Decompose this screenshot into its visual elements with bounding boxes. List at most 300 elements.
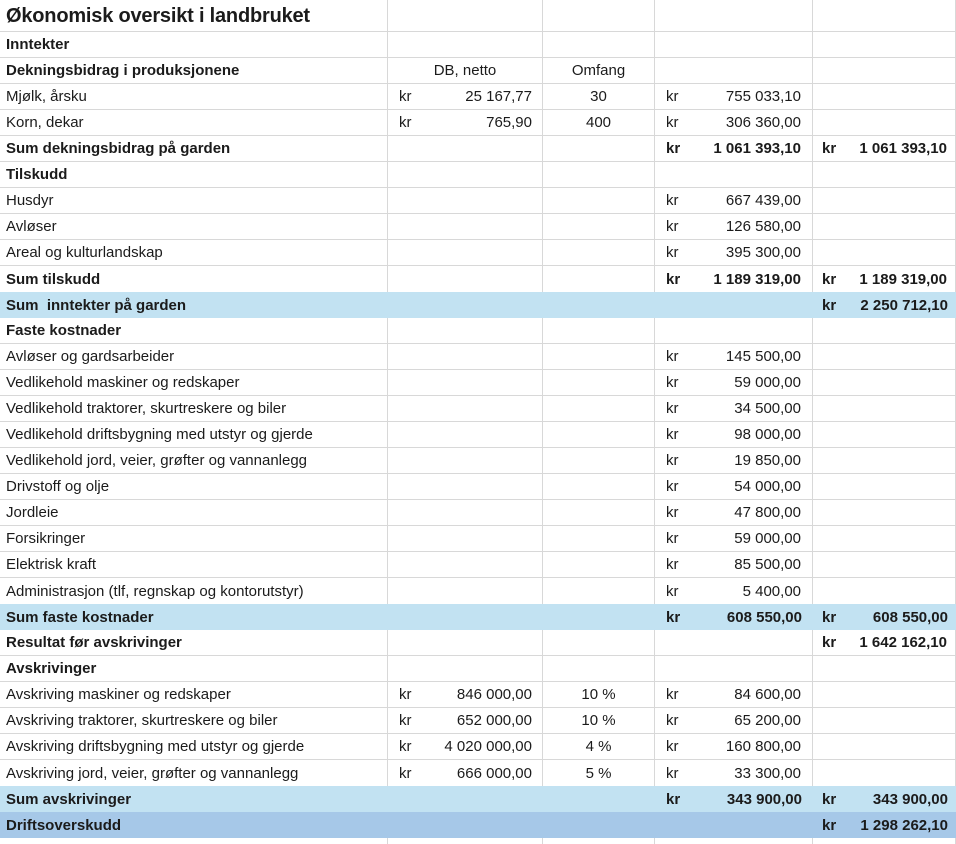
amount-cell[interactable] [655,422,813,447]
db-netto-value: 652 000,00 [456,712,532,729]
row-avskriving-jord-veier-grofter-og-vannanleg [0,760,956,786]
db-netto-cell[interactable] [388,604,543,630]
amount-value: 59 000,00 [734,374,801,391]
currency-prefix: kr [399,686,412,703]
currency-prefix: kr [666,88,679,105]
label-cell[interactable] [0,396,388,421]
currency-prefix: kr [822,140,837,157]
label-cell[interactable] [0,422,388,447]
amount-cell[interactable] [655,604,813,630]
total-cell[interactable] [813,318,956,343]
label-cell[interactable] [0,734,388,759]
omfang-value: 400 [585,114,612,131]
db-netto-cell[interactable] [388,344,543,369]
total-value: 1 189 319,00 [859,270,947,288]
row-vedlikehold-jord-veier-grofter-og-vannanle [0,448,956,474]
label-cell[interactable] [0,838,388,844]
db-netto-cell[interactable] [388,786,543,812]
currency-prefix: kr [822,270,837,288]
amount-cell[interactable] [655,240,813,265]
amount-value: 34 500,00 [734,400,801,417]
db-netto-cell[interactable] [388,448,543,473]
db-netto-cell[interactable] [388,136,543,161]
db-netto-cell[interactable] [388,734,543,759]
label-cell[interactable] [0,812,388,838]
currency-prefix: kr [666,686,679,703]
amount-cell[interactable] [655,500,813,525]
amount-value: 343 900,00 [726,790,802,808]
total-cell[interactable] [813,526,956,551]
total-cell[interactable] [813,58,956,83]
amount-value: 667 439,00 [725,192,801,209]
omfang-cell[interactable] [543,838,655,844]
row-label: Avskriving traktorer, skurtreskere og biler [6,712,278,729]
db-netto-cell[interactable] [388,500,543,525]
total-value: 1 061 393,10 [859,140,947,157]
total-cell[interactable] [813,162,956,187]
db-netto-cell[interactable] [388,552,543,577]
amount-cell[interactable] [655,786,813,812]
currency-prefix: kr [822,634,837,651]
row-avskriving-driftsbygning-med-utstyr-og-gje [0,734,956,760]
total-cell[interactable] [813,786,956,812]
omfang-cell[interactable] [543,422,655,447]
db-netto-value: 666 000,00 [456,764,532,782]
currency-prefix: kr [666,790,681,808]
row-label: Korn, dekar [6,114,84,131]
omfang-cell[interactable] [543,266,655,292]
amount-cell[interactable] [655,188,813,213]
row-label: Avløser [6,218,57,235]
row-label: Husdyr [6,192,54,209]
db-netto-value: 765,90 [486,114,532,131]
row-vedlikehold-traktorer-skurtreskere-og-bile [0,396,956,422]
amount-cell[interactable] [655,84,813,109]
row-sum-inntekter-pa-garden [0,292,956,318]
db-netto-cell[interactable] [388,266,543,292]
label-cell[interactable] [0,786,388,812]
db-netto-value: 25 167,77 [465,88,532,105]
db-netto-cell[interactable] [388,474,543,499]
amount-value: 5 400,00 [742,582,801,600]
total-cell[interactable] [813,188,956,213]
row-resultat-for-avskrivinger [0,630,956,656]
total-cell[interactable] [813,604,956,630]
label-cell[interactable] [0,162,388,187]
row-dekningsbidrag-i-produksjonene [0,58,956,84]
label-cell[interactable] [0,32,388,57]
omfang-cell[interactable] [543,32,655,57]
currency-prefix: kr [666,712,679,729]
amount-cell[interactable] [655,344,813,369]
currency-prefix: kr [822,608,837,626]
amount-value: 608 550,00 [726,608,802,626]
amount-cell[interactable] [655,682,813,707]
label-cell[interactable] [0,58,388,83]
total-cell[interactable] [813,32,956,57]
row-label: Vedlikehold traktorer, skurtreskere og biler [6,400,287,417]
db-netto-cell[interactable] [388,162,543,187]
amount-cell[interactable] [655,812,813,838]
db-netto-cell[interactable] [388,838,543,844]
amount-cell[interactable] [655,318,813,343]
currency-prefix: kr [666,530,679,547]
row-label: Vedlikehold maskiner og redskaper [6,374,240,391]
total-cell[interactable] [813,838,956,844]
amount-value: 33 300,00 [734,764,801,782]
total-cell[interactable] [813,292,956,318]
row-areal-og-kulturlandskap [0,240,956,266]
row-sum-avskrivinger [0,786,956,812]
row-label: Sum tilskudd [6,270,101,288]
row-driftsoverskudd [0,812,956,838]
label-cell[interactable] [0,682,388,707]
currency-prefix: kr [666,374,679,391]
row-label: Sum avskrivinger [6,790,132,808]
omfang-cell[interactable] [543,448,655,473]
row-label: Drivstoff og olje [6,478,110,495]
db-netto-value: 846 000,00 [456,686,532,703]
omfang-cell[interactable] [543,500,655,525]
currency-prefix: kr [399,764,412,782]
label-cell[interactable] [0,318,388,343]
db-netto-cell[interactable] [388,396,543,421]
row-label: Avskriving jord, veier, grøfter og vannanlegg [6,764,299,782]
omfang-cell[interactable] [543,58,655,83]
total-cell[interactable] [813,214,956,239]
amount-cell[interactable] [655,526,813,551]
total-cell[interactable] [813,0,956,31]
total-cell[interactable] [813,682,956,707]
currency-prefix: kr [666,764,679,782]
amount-cell[interactable] [655,292,813,318]
db-netto-cell[interactable] [388,422,543,447]
total-cell[interactable] [813,422,956,447]
row-administrasjon-tlf-regnskap-og-kontorutsty [0,578,956,604]
db-netto-cell[interactable] [388,58,543,83]
label-cell[interactable] [0,578,388,604]
label-cell[interactable] [0,110,388,135]
row-vedlikehold-driftsbygning-med-utstyr-og-gj [0,422,956,448]
db-netto-cell[interactable] [388,214,543,239]
amount-cell[interactable] [655,474,813,499]
amount-cell[interactable] [655,370,813,395]
currency-prefix: kr [666,400,679,417]
amount-value: 85 500,00 [734,556,801,573]
row-avskriving-maskiner-og-redskaper [0,682,956,708]
amount-cell[interactable] [655,448,813,473]
omfang-cell[interactable] [543,552,655,577]
row-label: Avskrivinger [6,660,97,677]
amount-cell[interactable] [655,838,813,844]
total-cell[interactable] [813,656,956,681]
amount-value: 755 033,10 [725,88,801,105]
total-cell[interactable] [813,240,956,265]
amount-cell[interactable] [655,552,813,577]
omfang-cell[interactable] [543,474,655,499]
label-cell[interactable] [0,344,388,369]
omfang-cell[interactable] [543,240,655,265]
db-netto-cell[interactable] [388,760,543,786]
row-label: Faste kostnader [6,322,122,339]
row-label: Vedlikehold jord, veier, grøfter og vannanlegg [6,452,308,469]
label-cell[interactable] [0,474,388,499]
label-cell[interactable] [0,188,388,213]
label-cell[interactable] [0,292,388,318]
page-title: Økonomisk oversikt i landbruket [6,4,310,27]
omfang-cell[interactable] [543,110,655,135]
label-cell[interactable] [0,214,388,239]
amount-cell[interactable] [655,760,813,786]
row-inntekter [0,32,956,58]
row-label: Tilskudd [6,166,68,183]
amount-cell[interactable] [655,266,813,292]
row-husdyr [0,188,956,214]
total-cell[interactable] [813,734,956,759]
row-label: Dekningsbidrag i produksjonene [6,62,240,79]
omfang-cell[interactable] [543,760,655,786]
total-cell[interactable] [813,500,956,525]
label-cell[interactable] [0,448,388,473]
db-netto-cell[interactable] [388,110,543,135]
omfang-cell[interactable] [543,734,655,759]
label-cell[interactable] [0,84,388,109]
row-label: Avløser og gardsarbeider [6,348,175,365]
row-sum-faste-kostnader [0,604,956,630]
row-faste-kostnader [0,318,956,344]
amount-cell[interactable] [655,110,813,135]
row-label: Avskriving driftsbygning med utstyr og gjerde [6,738,305,755]
label-cell[interactable] [0,500,388,525]
row-drivstoff-og-olje [0,474,956,500]
currency-prefix: kr [666,426,679,443]
label-cell[interactable] [0,136,388,161]
row-avloser-og-gardsarbeider [0,344,956,370]
total-value: 1 298 262,10 [860,816,948,834]
total-cell[interactable] [813,448,956,473]
db-netto-cell[interactable] [388,240,543,265]
db-netto-cell[interactable] [388,370,543,395]
total-cell[interactable] [813,552,956,577]
db-netto-cell[interactable] [388,188,543,213]
total-value: 608 550,00 [872,608,948,626]
label-cell[interactable] [0,240,388,265]
db-netto-cell[interactable] [388,32,543,57]
amount-value: 1 061 393,10 [713,140,801,157]
total-cell[interactable] [813,110,956,135]
omfang-cell[interactable] [543,656,655,681]
omfang-cell[interactable] [543,162,655,187]
row-label: Jordleie [6,504,59,521]
amount-cell[interactable] [655,136,813,161]
amount-cell[interactable] [655,0,813,31]
db-netto-cell[interactable] [388,578,543,604]
row-label: Sum faste kostnader [6,608,154,626]
db-netto-cell[interactable] [388,526,543,551]
omfang-cell[interactable] [543,188,655,213]
amount-value: 160 800,00 [725,738,801,755]
row-label: Resultat før avskrivinger [6,634,182,651]
currency-prefix: kr [399,738,412,755]
row-forsikringer [0,526,956,552]
total-value: 343 900,00 [872,790,948,808]
amount-value: 54 000,00 [734,478,801,495]
total-cell[interactable] [813,812,956,838]
db-netto-cell[interactable] [388,318,543,343]
currency-prefix: kr [822,816,837,834]
total-cell[interactable] [813,136,956,161]
amount-value: 126 580,00 [725,218,801,235]
amount-value: 306 360,00 [725,114,801,131]
label-cell[interactable] [0,266,388,292]
column-header-db-netto: DB, netto [433,62,497,79]
omfang-cell[interactable] [543,292,655,318]
db-netto-cell[interactable] [388,630,543,655]
label-cell[interactable] [0,526,388,551]
label-cell[interactable] [0,552,388,577]
total-cell[interactable] [813,474,956,499]
omfang-cell[interactable] [543,526,655,551]
row-label: Areal og kulturlandskap [6,244,163,261]
omfang-cell[interactable] [543,0,655,31]
row-label: Elektrisk kraft [6,556,97,573]
omfang-cell[interactable] [543,578,655,604]
row-okonomisk-oversikt-i-landbruket [0,0,956,32]
amount-cell[interactable] [655,162,813,187]
db-netto-cell[interactable] [388,812,543,838]
omfang-cell[interactable] [543,630,655,655]
row-label: Inntekter [6,36,70,53]
omfang-value: 10 % [581,686,616,703]
label-cell[interactable] [0,708,388,733]
amount-cell[interactable] [655,578,813,604]
db-netto-cell[interactable] [388,292,543,318]
row-korn-dekar [0,110,956,136]
row-tilskudd [0,162,956,188]
amount-cell[interactable] [655,396,813,421]
sheet-title-cell[interactable] [0,0,388,31]
amount-cell[interactable] [655,58,813,83]
amount-value: 145 500,00 [725,348,801,365]
omfang-value: 5 % [585,764,612,782]
label-cell[interactable] [0,760,388,786]
omfang-value: 30 [590,88,607,105]
omfang-cell[interactable] [543,604,655,630]
currency-prefix: kr [822,790,837,808]
omfang-cell[interactable] [543,786,655,812]
currency-prefix: kr [399,712,412,729]
omfang-cell[interactable] [543,396,655,421]
row-label: Avskriving maskiner og redskaper [6,686,231,703]
currency-prefix: kr [666,348,679,365]
row-avloser [0,214,956,240]
row-mjolk-arsku [0,84,956,110]
amount-cell[interactable] [655,32,813,57]
currency-prefix: kr [666,582,679,600]
empty-row [0,838,956,844]
total-cell[interactable] [813,578,956,604]
amount-value: 1 189 319,00 [713,270,801,288]
label-cell[interactable] [0,604,388,630]
row-vedlikehold-maskiner-og-redskaper [0,370,956,396]
amount-cell[interactable] [655,708,813,733]
db-netto-cell[interactable] [388,682,543,707]
amount-cell[interactable] [655,630,813,655]
row-label: Sum inntekter på garden [6,296,187,314]
db-netto-value: 4 020 000,00 [444,738,532,755]
currency-prefix: kr [666,738,679,755]
amount-cell[interactable] [655,734,813,759]
currency-prefix: kr [666,608,681,626]
omfang-cell[interactable] [543,370,655,395]
row-jordleie [0,500,956,526]
currency-prefix: kr [666,218,679,235]
currency-prefix: kr [399,114,412,131]
amount-value: 47 800,00 [734,504,801,521]
omfang-cell[interactable] [543,136,655,161]
amount-value: 59 000,00 [734,530,801,547]
row-label: Administrasjon (tlf, regnskap og kontorutstyr) [6,582,304,600]
omfang-cell[interactable] [543,214,655,239]
currency-prefix: kr [666,270,681,288]
currency-prefix: kr [666,192,679,209]
amount-cell[interactable] [655,214,813,239]
total-cell[interactable] [813,344,956,369]
currency-prefix: kr [666,114,679,131]
omfang-cell[interactable] [543,812,655,838]
omfang-cell[interactable] [543,318,655,343]
row-label: Vedlikehold driftsbygning med utstyr og gjerde [6,426,313,443]
row-label: Mjølk, årsku [6,88,87,105]
omfang-cell[interactable] [543,708,655,733]
label-cell[interactable] [0,370,388,395]
label-cell[interactable] [0,656,388,681]
currency-prefix: kr [822,296,837,314]
amount-cell[interactable] [655,656,813,681]
currency-prefix: kr [399,88,412,105]
row-sum-dekningsbidrag-pa-garden [0,136,956,162]
omfang-cell[interactable] [543,344,655,369]
amount-value: 19 850,00 [734,452,801,469]
row-sum-tilskudd [0,266,956,292]
total-cell[interactable] [813,630,956,655]
total-cell[interactable] [813,84,956,109]
column-header-omfang: Omfang [571,62,626,79]
amount-value: 84 600,00 [734,686,801,703]
total-cell[interactable] [813,760,956,786]
total-cell[interactable] [813,396,956,421]
omfang-value: 4 % [585,738,612,755]
total-cell[interactable] [813,708,956,733]
currency-prefix: kr [666,504,679,521]
currency-prefix: kr [666,478,679,495]
omfang-value: 10 % [581,712,616,729]
currency-prefix: kr [666,452,679,469]
omfang-cell[interactable] [543,84,655,109]
label-cell[interactable] [0,630,388,655]
total-value: 1 642 162,10 [859,634,947,651]
db-netto-cell[interactable] [388,84,543,109]
db-netto-cell[interactable] [388,0,543,31]
currency-prefix: kr [666,244,679,261]
db-netto-cell[interactable] [388,708,543,733]
amount-value: 98 000,00 [734,426,801,443]
omfang-cell[interactable] [543,682,655,707]
total-cell[interactable] [813,266,956,292]
db-netto-cell[interactable] [388,656,543,681]
currency-prefix: kr [666,556,679,573]
total-cell[interactable] [813,370,956,395]
